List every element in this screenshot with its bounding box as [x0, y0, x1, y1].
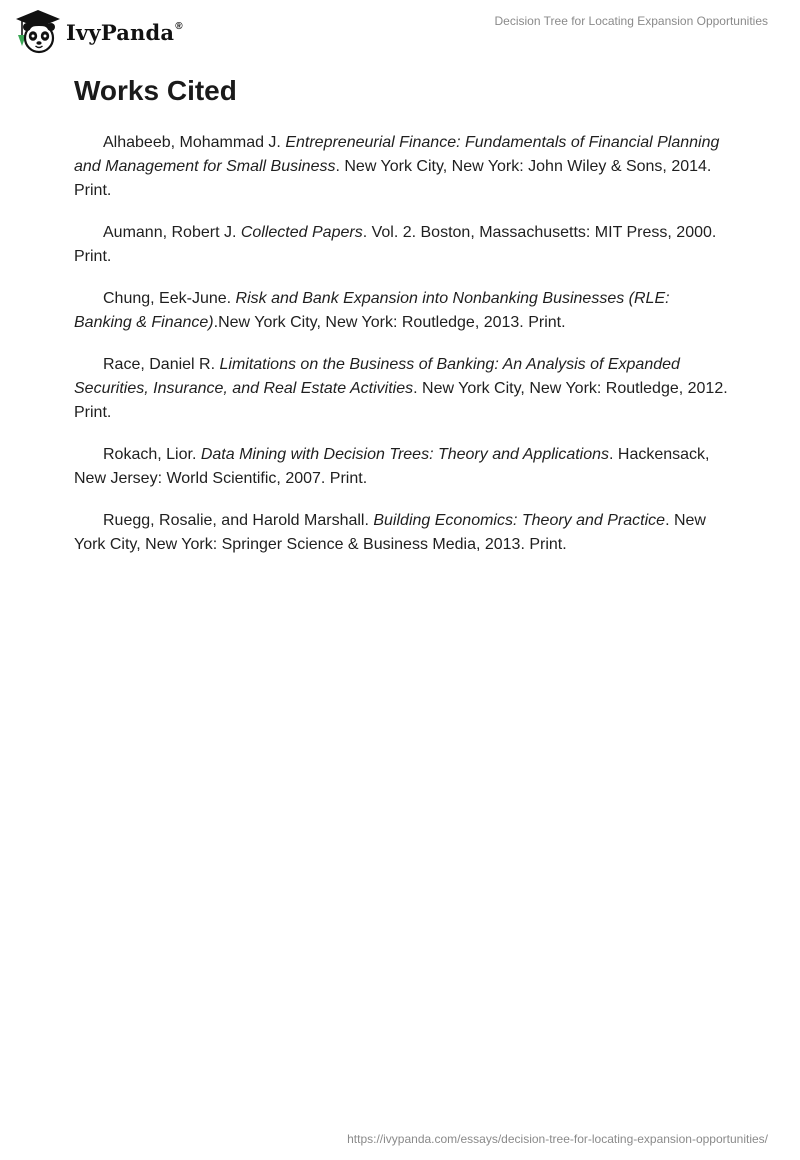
ivypanda-logo[interactable] — [14, 8, 183, 54]
citation-entry: Rokach, Lior. Data Mining with Decision Trees: Theory and Applications. Hackensack, New Jersey: World Scientific, 2007. Print. — [74, 446, 710, 487]
registered-mark: ® — [175, 20, 183, 32]
logo-wordmark: IvyPanda® — [66, 19, 183, 45]
citation-title: Building Economics: Theory and Practice — [373, 512, 666, 529]
citation-entry: Alhabeeb, Mohammad J. Entrepreneurial Finance: Fundamentals of Financial Planning and Management for Small Business. New York City, New York: John Wiley & Sons, 2014. Print. — [74, 134, 720, 199]
citation-entry: Race, Daniel R. Limitations on the Business of Banking: An Analysis of Expanded Securities, Insurance, and Real Estate Activities. New York City, New York: Routledge, 2012. Print. — [74, 356, 728, 421]
source-url-link[interactable]: https://ivypanda.com/essays/decision-tree-for-locating-expansion-opportunities/ — [347, 1132, 768, 1146]
panda-graduate-icon — [14, 8, 62, 54]
document-title: Decision Tree for Locating Expansion Opportunities — [494, 14, 768, 28]
works-cited-section — [74, 72, 730, 575]
citation-title: Entrepreneurial Finance: Fundamentals of Financial Planning and Management for Small Business — [74, 134, 720, 175]
citation-entry: Chung, Eek-June. Risk and Bank Expansion into Nonbanking Businesses (RLE: Banking & Finance).New York City, New York: Routledge, 2013. Print. — [74, 290, 670, 331]
citation-title: Collected Papers — [240, 224, 363, 241]
citation-title: Risk and Bank Expansion into Nonbanking Businesses (RLE: Banking & Finance) — [74, 290, 670, 331]
citation-title: Data Mining with Decision Trees: Theory and Applications — [200, 446, 610, 463]
citation-title: Limitations on the Business of Banking: An Analysis of Expanded Securities, Insurance, and Real Estate Activities — [74, 356, 680, 397]
page-heading: Works Cited — [74, 75, 237, 106]
citation-entry: Aumann, Robert J. Collected Papers. Vol. 2. Boston, Massachusetts: MIT Press, 2000. Print. — [74, 224, 717, 265]
page-header — [0, 0, 800, 60]
citation-entry: Ruegg, Rosalie, and Harold Marshall. Building Economics: Theory and Practice. New York City, New York: Springer Science & Business Media, 2013. Print. — [74, 512, 706, 553]
